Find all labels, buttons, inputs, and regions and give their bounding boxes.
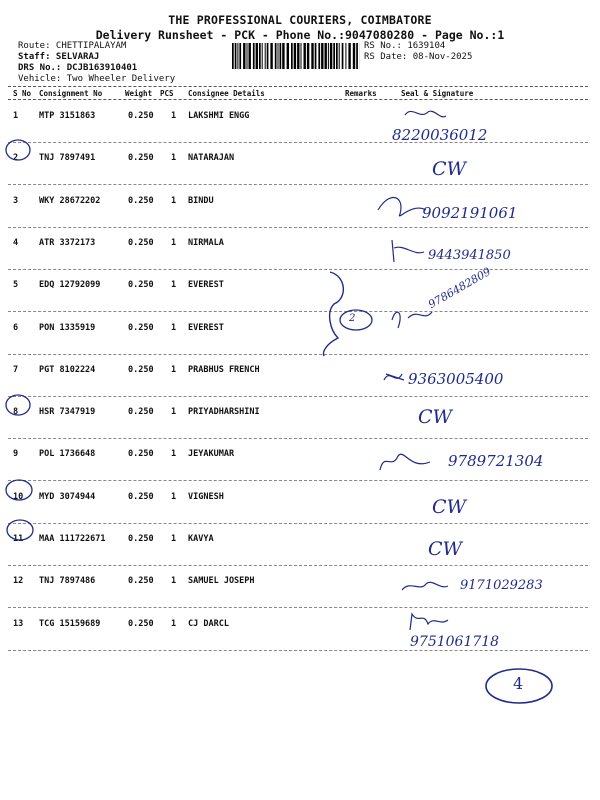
cell-cons: ATR 3372173 [39,237,96,248]
cell-weight: 0.250 [128,322,154,333]
signature-scribble-row-7 [384,374,404,380]
cell-cons: MAA 111722671 [39,534,106,544]
bracket-mark [324,272,344,356]
handwritten-row-13: 9751061718 [410,634,500,650]
cell-weight: 0.250 [128,237,154,248]
cell-weight: 0.250 [128,111,154,121]
cell-name: NIRMALA [188,237,224,248]
handwritten-row-12: 9171029283 [460,578,543,593]
cell-sno: 4 [13,237,19,248]
cell-sno: 6 [13,322,19,333]
cell-weight: 0.250 [128,576,154,587]
cell-name: SAMUEL JOSEPH [188,576,255,587]
cell-cons: TNJ 7897486 [39,576,96,587]
cell-sno: 9 [13,449,19,460]
cell-sno: 7 [13,364,19,375]
cell-name: CJ DARCL [188,618,229,629]
cell-sno: 11 [13,534,24,544]
cell-cons: PGT 8102224 [39,364,96,375]
cell-sno: 2 [13,153,19,164]
meta-staff: Staff: SELVARAJ [18,52,100,62]
cell-sno: 8 [13,407,19,418]
cell-name: BINDU [188,195,214,206]
page-circle-label: 4 [513,674,524,693]
cell-pcs: 1 [171,576,177,587]
cell-pcs: 1 [171,407,177,418]
handwritten-row-7: 9363005400 [408,370,504,388]
bracket-circle [340,310,372,330]
cell-sno: 3 [13,195,19,206]
cell-sno: 12 [13,576,24,587]
handwritten-row-6: 9786482809 [426,265,494,312]
cell-name: PRIYADHARSHINI [188,407,260,418]
col-consignee: Consignee Details [188,89,265,98]
cell-pcs: 1 [171,534,177,544]
col-remarks: Remarks [345,89,377,98]
cell-name: KAVYA [188,534,214,544]
cell-cons: TNJ 7897491 [39,153,96,164]
col-consignment: Consignment No [39,89,103,98]
bracket-circle-label: 2 [349,313,356,324]
cell-pcs: 1 [171,364,177,375]
cell-name: JEYAKUMAR [188,449,235,460]
cell-name: VIGNESH [188,491,224,502]
cell-name: EVEREST [188,322,224,333]
handwritten-row-2: CW [432,158,467,180]
cell-pcs: 1 [171,618,177,629]
meta-vehicle: Vehicle: Two Wheeler Delivery [18,74,176,84]
cell-name: LAKSHMI ENGG [188,111,250,121]
circle-mark-row-2 [6,140,30,160]
company-title: THE PROFESSIONAL COURIERS, COIMBATORE [168,13,432,27]
cell-pcs: 1 [171,280,177,291]
handwritten-row-3: 9092191061 [422,204,518,222]
circle-mark-row-11 [7,520,33,540]
signature-scribble-row-9 [380,454,430,470]
handwritten-row-8: CW [418,406,453,428]
cell-cons: WKY 28672202 [39,195,101,206]
signature-scribble-row-4 [392,240,424,262]
meta-rs-date: RS Date: 08-Nov-2025 [364,52,473,62]
meta-rs-no: RS No.: 1639104 [364,41,446,51]
handwritten-row-4: 9443941850 [428,248,511,263]
cell-sno: 10 [13,491,24,502]
cell-sno: 13 [13,618,24,629]
cell-cons: PON 1335919 [39,322,96,333]
circle-mark-row-10 [6,480,32,500]
meta-drs: DRS No.: DCJB163910401 [18,63,138,73]
handwritten-row-1: 8220036012 [392,126,488,144]
signature-scribble-row-1 [405,111,446,117]
signature-scribble-row-13 [410,614,448,630]
cell-cons: POL 1736648 [39,449,96,460]
cell-cons: HSR 7347919 [39,407,96,418]
cell-weight: 0.250 [128,153,154,164]
cell-pcs: 1 [171,237,177,248]
signature-scribble-row-6 [392,312,432,328]
cell-weight: 0.250 [128,534,154,544]
cell-name: NATARAJAN [188,153,235,164]
cell-weight: 0.250 [128,618,154,629]
cell-pcs: 1 [171,111,177,121]
cell-cons: MTP 3151863 [39,111,96,121]
signature-scribble-row-12 [402,582,448,590]
cell-weight: 0.250 [128,491,154,502]
cell-pcs: 1 [171,491,177,502]
cell-cons: TCG 15159689 [39,618,101,629]
cell-pcs: 1 [171,449,177,460]
cell-pcs: 1 [171,195,177,206]
col-seal: Seal & Signature [401,89,474,98]
cell-cons: MYD 3074944 [39,491,96,502]
signature-scribble-row-3 [378,198,426,216]
col-pcs: PCS [160,89,174,98]
cell-cons: EDQ 12792099 [39,280,101,291]
runsheet-subtitle: Delivery Runsheet - PCK - Phone No.:9047080280 - Page No.:1 [95,28,505,42]
cell-weight: 0.250 [128,364,154,375]
cell-pcs: 1 [171,153,177,164]
cell-weight: 0.250 [128,280,154,291]
cell-name: EVEREST [188,280,224,291]
col-weight: Weight [125,89,153,98]
cell-sno: 5 [13,280,19,291]
meta-route: Route: CHETTIPALAYAM [18,41,127,51]
cell-weight: 0.250 [128,195,154,206]
cell-name: PRABHUS FRENCH [188,364,260,375]
col-sno: S No [13,89,32,98]
handwritten-row-11: CW [428,538,463,560]
handwritten-row-10: CW [432,496,467,518]
circle-mark-row-8 [6,395,30,418]
cell-pcs: 1 [171,322,177,333]
cell-weight: 0.250 [128,449,154,460]
cell-weight: 0.250 [128,407,154,418]
cell-sno: 1 [13,111,19,121]
handwritten-row-9: 9789721304 [448,452,544,470]
